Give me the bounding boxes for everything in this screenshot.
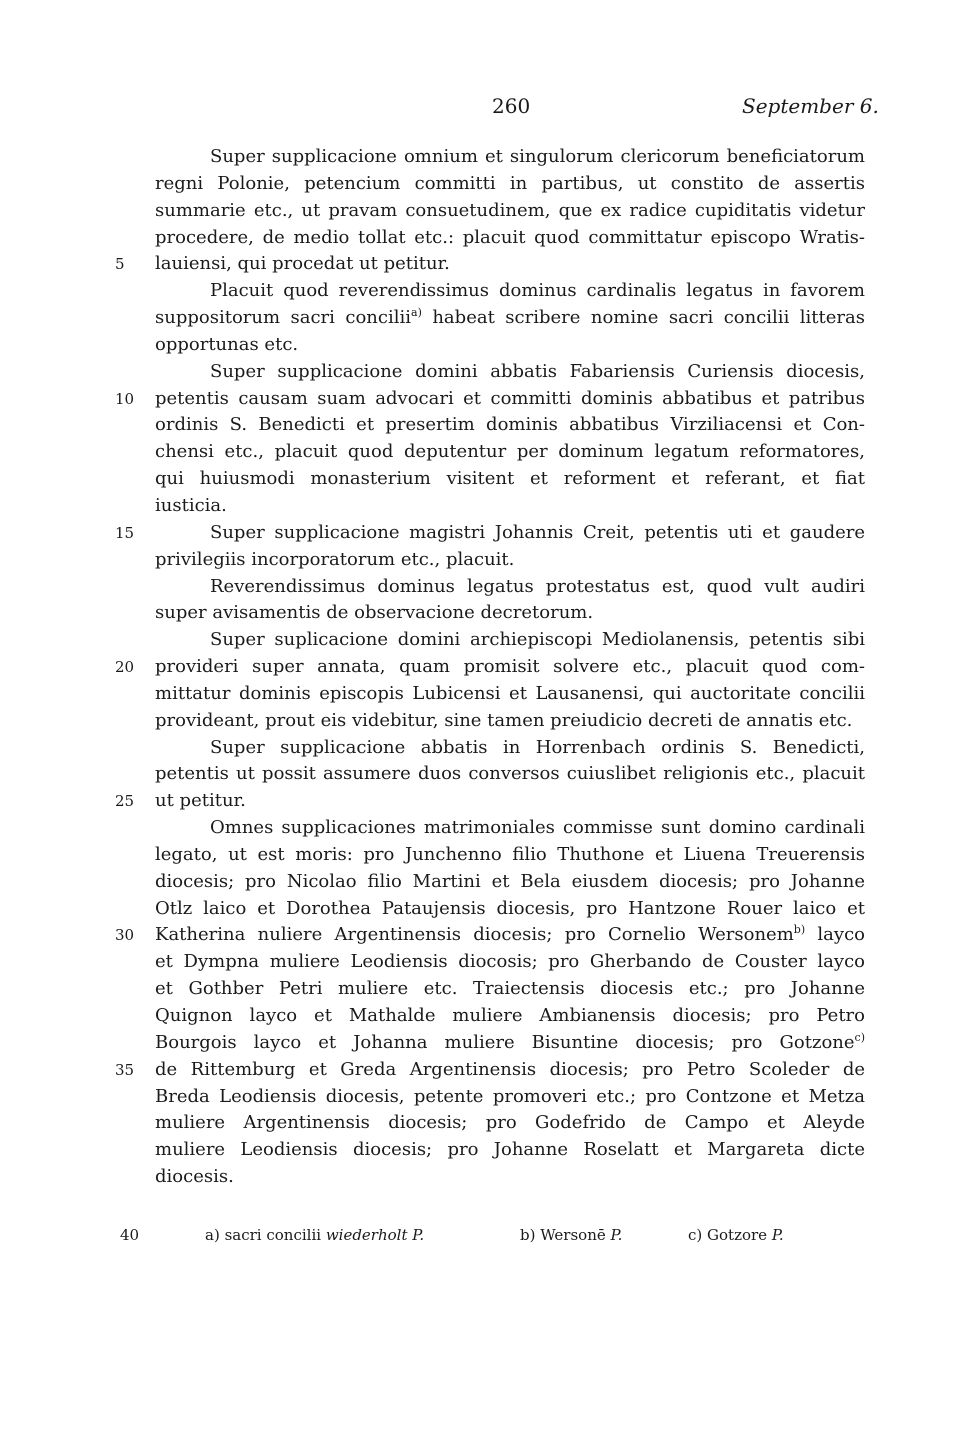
text-line — [155, 1110, 865, 1137]
text-line — [155, 949, 865, 976]
text-line — [155, 627, 865, 654]
text-line — [155, 198, 865, 225]
line-text: iusticia. — [155, 494, 227, 516]
line-text: Super supplicacione omnium et singulorum clericorum beneficiatorum — [210, 146, 865, 167]
line-text: layco — [805, 924, 865, 946]
text-line — [155, 305, 865, 332]
footnotes — [120, 1222, 880, 1248]
footnote-siglum: P. — [771, 1226, 784, 1244]
footnote-mark: a) — [205, 1226, 225, 1244]
line-text: de Rittemburg et Greda Argentinensis diocesis; pro Petro Scoleder de — [155, 1058, 865, 1080]
line-text: ordinis S. Benedicti et presertim dominis abbatibus Virziliacensi et Con- — [155, 414, 865, 436]
body-text — [115, 144, 865, 1191]
line-text: provideant, prout eis videbitur, sine tamen preiudicio decreti de annatis etc. — [155, 709, 853, 731]
text-line — [155, 144, 865, 171]
line-text: privilegiis incorporatorum etc., placuit. — [155, 548, 515, 570]
line-text: mittatur dominis episcopis Lubicensi et Lausanensi, qui auctoritate concilii — [155, 682, 865, 704]
line-text: petentis causam suam advocari et committi dominis abbatibus et patribus — [155, 387, 865, 409]
line-text: Super suplicacione domini archiepiscopi Mediolanensis, petentis sibi — [210, 629, 865, 651]
page-number: 260 — [492, 94, 531, 118]
running-head: September 6. — [742, 94, 879, 118]
text-line — [115, 1057, 865, 1084]
line-text: muliere Leodiensis diocesis; pro Johanne Roselatt et Margareta dicte — [155, 1139, 865, 1161]
line-text: diocesis; pro Nicolao filio Martini et Bela eiusdem diocesis; pro Johanne — [155, 870, 865, 892]
footnote-c — [688, 1222, 784, 1248]
text-line — [155, 1137, 865, 1164]
text-line — [155, 815, 865, 842]
text-line — [155, 1003, 865, 1030]
line-text: Katherina nuliere Argentinensis diocesis; pro Cornelio Wersonem — [155, 924, 794, 946]
footnote-reference: c) — [854, 1030, 865, 1044]
line-number: 40 — [120, 1226, 140, 1244]
line-text: Reverendissimus dominus legatus protestatus est, quod vult audiri — [210, 575, 865, 597]
line-number: 35 — [115, 1060, 135, 1079]
line-text: petentis ut possit assumere duos conversos cuiuslibet religionis etc., placuit — [155, 763, 865, 785]
text-line — [155, 547, 865, 574]
text-line — [155, 493, 865, 520]
text-line — [155, 681, 865, 708]
text-line — [155, 359, 865, 386]
footnote-b — [520, 1222, 622, 1248]
line-text: provideri super annata, quam promisit solvere etc., placuit quod com- — [155, 656, 865, 678]
line-text: et Gothber Petri muliere etc. Traiectensis diocesis etc.; pro Johanne — [155, 978, 865, 1000]
footnote-mark: b) — [520, 1226, 541, 1244]
line-text: suppositorum sacri concilii — [155, 307, 412, 329]
line-text: Otlz laico et Dorothea Pataujensis diocesis, pro Hantzone Rouer laico et — [155, 897, 865, 919]
line-text: Quignon layco et Mathalde muliere Ambianensis diocesis; pro Petro — [155, 1005, 865, 1026]
line-text: Super supplicacione magistri Johannis Creit, petentis uti et gaudere — [210, 521, 865, 543]
text-line — [155, 1164, 865, 1191]
line-text: summarie etc., ut pravam consuetudinem, que ex radice cupiditatis videtur — [155, 199, 865, 221]
text-line — [155, 976, 865, 1003]
line-number: 20 — [115, 658, 135, 677]
text-line — [115, 922, 865, 949]
text-line — [155, 439, 865, 466]
text-line — [155, 225, 865, 252]
line-text: Omnes supplicaciones matrimoniales commisse sunt domino cardinali — [210, 817, 865, 839]
text-line — [155, 600, 865, 627]
text-line — [155, 171, 865, 198]
line-number: 15 — [115, 523, 135, 542]
line-text: chensi etc., placuit quod deputentur per dominum legatum reformatores, — [155, 441, 865, 463]
footnote-a — [205, 1222, 424, 1248]
line-text: et Dympna muliere Leodiensis diocosis; pro Gherbando de Couster layco — [155, 951, 865, 973]
text-line — [115, 386, 865, 413]
text-line — [155, 412, 865, 439]
text-line — [155, 332, 865, 359]
line-text: opportunas etc. — [155, 333, 299, 355]
text-line — [115, 654, 865, 681]
page-header — [0, 94, 960, 124]
line-text: legato, ut est moris: pro Junchenno filio Thuthone et Liuena Treuerensis — [155, 843, 865, 865]
line-number: 10 — [115, 389, 135, 408]
line-text: procedere, de medio tollat etc.: placuit quod committatur episcopo Wratis- — [155, 226, 865, 248]
text-line — [155, 735, 865, 762]
text-line — [115, 251, 865, 278]
text-line — [155, 1030, 865, 1057]
text-line — [155, 761, 865, 788]
line-text: habeat scribere nomine sacri concilii litteras — [421, 307, 865, 329]
footnote-text: Wersonē — [540, 1226, 611, 1244]
text-line — [155, 574, 865, 601]
text-line — [155, 1084, 865, 1111]
line-text: diocesis. — [155, 1166, 234, 1188]
footnote-reference: a) — [411, 306, 422, 320]
line-text: ut petitur. — [155, 790, 246, 812]
text-line — [155, 842, 865, 869]
line-text: Placuit quod reverendissimus dominus cardinalis legatus in favorem — [210, 280, 865, 302]
line-text: Breda Leodiensis diocesis, petente promoveri etc.; pro Contzone et Metza — [155, 1085, 865, 1107]
text-line — [155, 278, 865, 305]
footnote-siglum: wiederholt P. — [325, 1226, 425, 1244]
line-number: 30 — [115, 926, 135, 945]
footnote-mark: c) — [688, 1226, 708, 1244]
line-text: qui huiusmodi monasterium visitent et reforment et referant, et fiat — [155, 468, 865, 490]
text-line — [115, 788, 865, 815]
line-number: 25 — [115, 792, 135, 811]
footnote-reference: b) — [793, 923, 806, 937]
footnote-text: sacri concilii — [224, 1226, 326, 1244]
line-text: super avisamentis de observacione decretorum. — [155, 602, 594, 624]
text-line — [155, 466, 865, 493]
line-text: Bourgois layco et Johanna muliere Bisuntine diocesis; pro Gotzone — [155, 1031, 855, 1053]
text-line — [155, 708, 865, 735]
line-text: Super supplicacione abbatis in Horrenbach ordinis S. Benedicti, — [210, 736, 865, 758]
text-line — [155, 869, 865, 896]
line-text: Super supplicacione domini abbatis Fabariensis Curiensis diocesis, — [210, 360, 865, 382]
footnote-text: Gotzore — [707, 1226, 772, 1244]
text-line — [155, 896, 865, 923]
line-text: muliere Argentinensis diocesis; pro Godefrido de Campo et Aleyde — [155, 1112, 865, 1134]
line-text: lauiensi, qui procedat ut petitur. — [155, 253, 450, 275]
footnote-siglum: P. — [610, 1226, 623, 1244]
text-line — [115, 520, 865, 547]
line-text: regni Polonie, petencium committi in partibus, ut constito de assertis — [155, 172, 865, 194]
line-number: 5 — [115, 255, 125, 274]
